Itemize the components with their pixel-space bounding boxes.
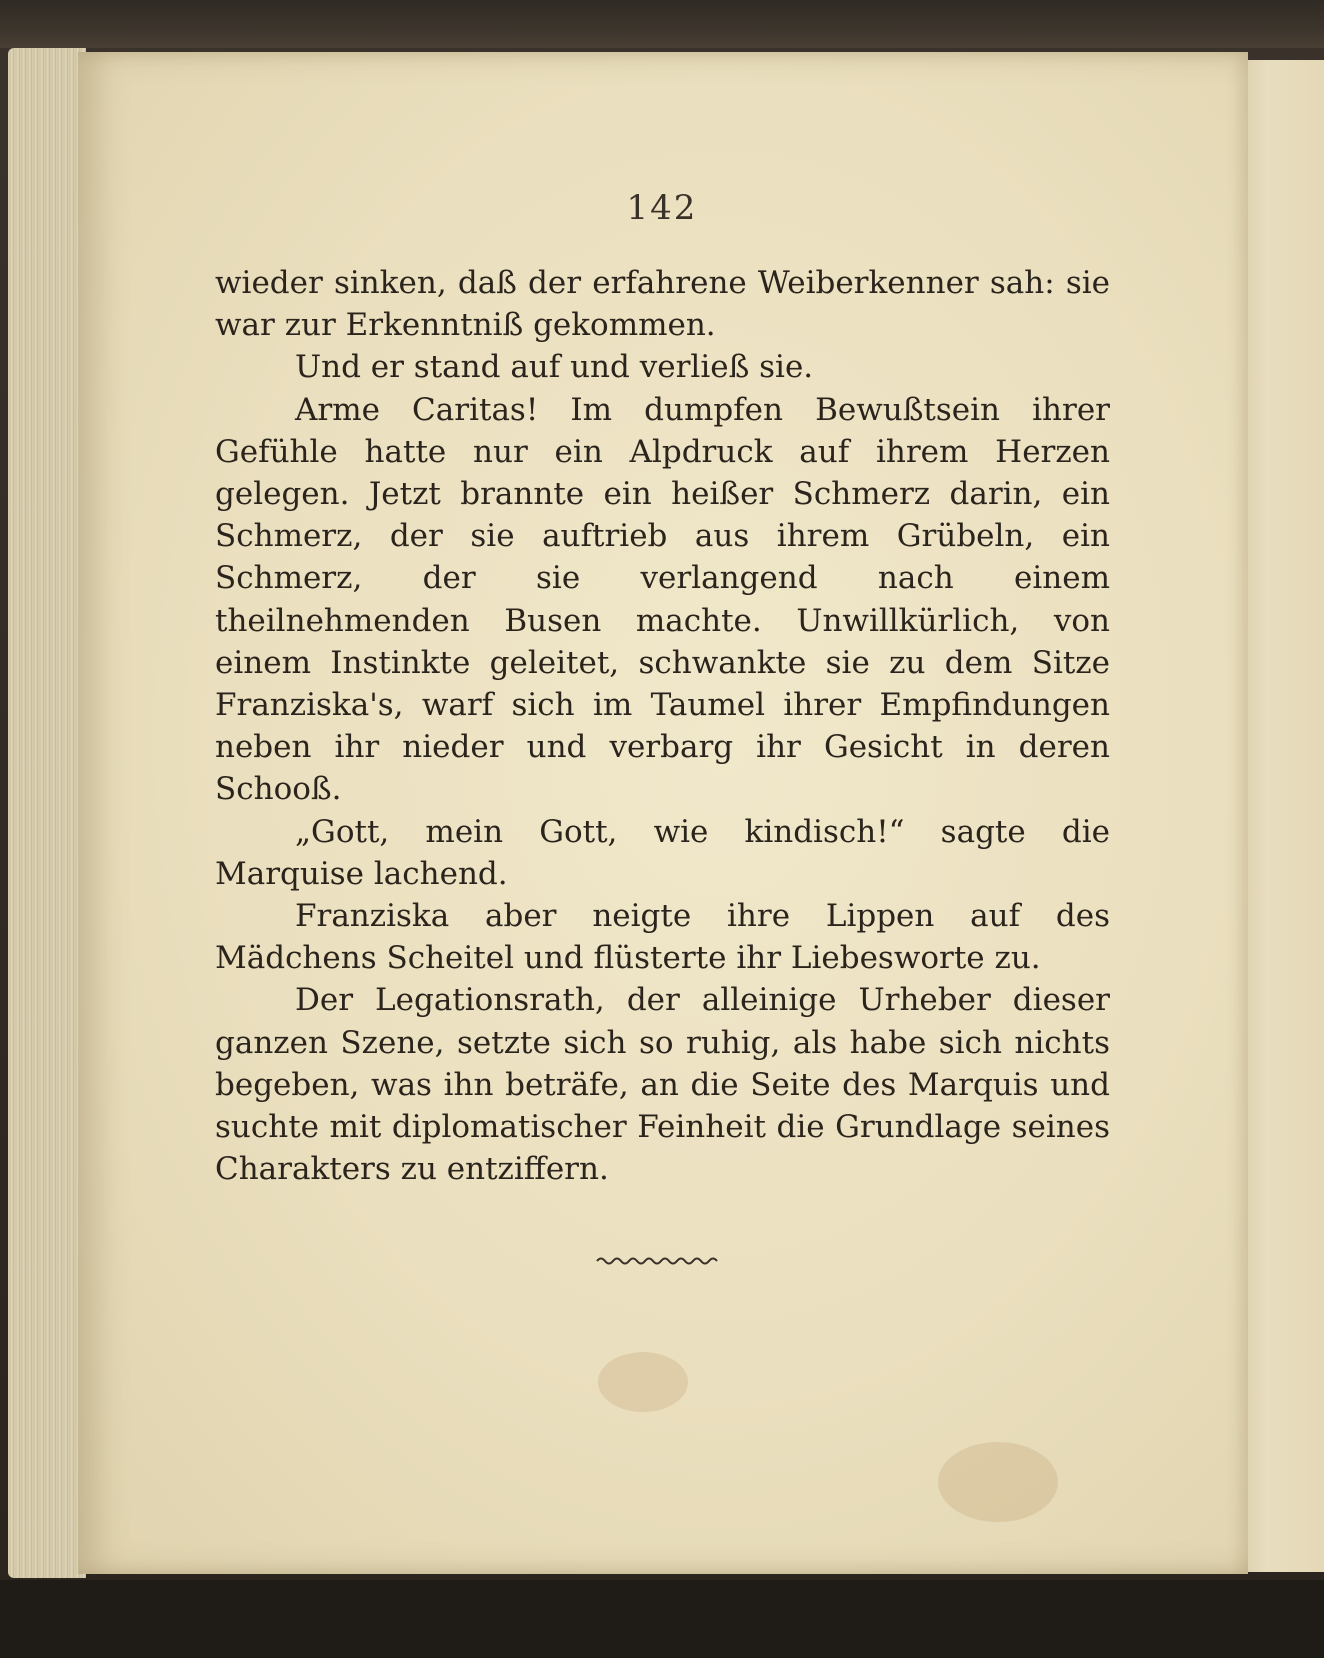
book-cover-top	[0, 0, 1324, 48]
paragraph: Und er stand auf und verließ sie.	[295, 349, 814, 386]
paper-stain	[938, 1442, 1058, 1522]
wavy-ornament	[595, 1254, 721, 1268]
book-cover-bottom	[0, 1580, 1324, 1658]
paragraph: Arme Caritas! Im dumpfen Bewußtsein ihrer Gefühle hatte nur ein Alpdruck auf ihrem Herzen gelegen. Jetzt brannte ein heißer Schmerz darin, ein Schmerz, der sie auftrieb aus ihrem Grübeln, ein Schmerz, der sie verlangend nach einem theilnehmenden Busen machte. Unwillkürlich, von einem Instinkte geleitet, schwankte sie zu dem Sitze Franziska's, warf sich im Taumel ihrer Empfindungen neben ihr nieder und verbarg ihr Gesicht in deren Schooß.	[215, 391, 1110, 808]
paper-stain	[598, 1352, 688, 1412]
paragraph: Franziska aber neigte ihre Lippen auf des Mädchens Scheitel und flüsterte ihr Liebesworte zu.	[215, 898, 1110, 977]
page-edges	[8, 48, 86, 1578]
page-number: 142	[626, 188, 698, 228]
body-text	[215, 262, 1110, 1190]
paragraph: wieder sinken, daß der erfahrene Weiberkenner sah: sie war zur Erkenntniß gekommen.	[215, 265, 1110, 344]
paragraph: Der Legationsrath, der alleinige Urheber dieser ganzen Szene, setzte sich so ruhig, als habe sich nichts begeben, was ihn beträfe, an die Seite des Marquis und suchte mit diplomatischer Feinheit die Grundlage seines Charakters zu entziffern.	[215, 982, 1110, 1188]
paragraph: „Gott, mein Gott, wie kindisch!“ sagte die Marquise lachend.	[215, 813, 1110, 892]
